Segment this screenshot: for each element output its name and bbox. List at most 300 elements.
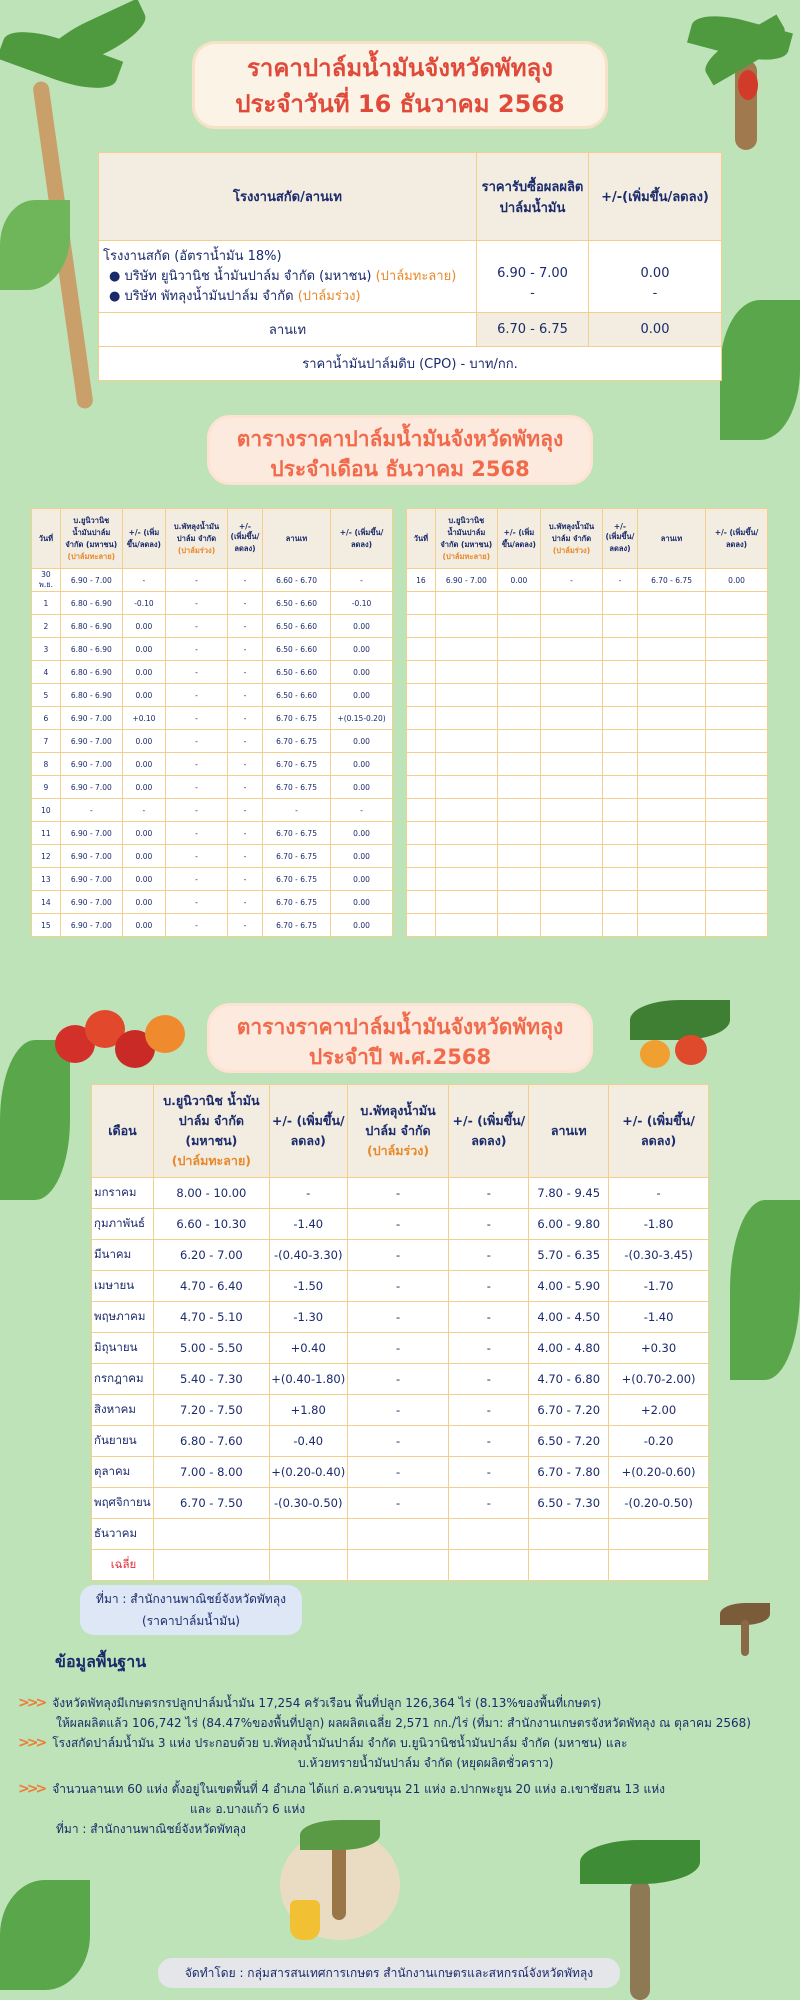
table-cell: ธันวาคม (92, 1519, 154, 1550)
ramp-change: 0.00 (589, 313, 722, 347)
table-cell (602, 753, 637, 776)
table-cell: - (347, 1426, 449, 1457)
table-cell (706, 845, 768, 868)
table-cell: - (227, 661, 262, 684)
table-cell: 0.00 (122, 776, 165, 799)
footer-credit: จัดทำโดย : กลุ่มสารสนเทศการเกษตร สำนักงานเกษตรและสหกรณ์จังหวัดพัทลุง (158, 1958, 620, 1988)
table-cell (706, 891, 768, 914)
daily-price-table (98, 152, 722, 381)
table-cell (706, 661, 768, 684)
info-p3-line1: จำนวนลานเท 60 แห่ง ตั้งอยู่ในเขตพื้นที่ 4 อำเภอ ได้แก่ อ.ควนขนุน 21 แห่ง อ.ปากพะยูน 20 แห่ง อ.เขาชัยสน 13 แห่ง (52, 1782, 666, 1796)
table-header-cell: +/- (เพิ่มขึ้น/ลดลง) (706, 509, 768, 569)
table-cell (541, 615, 603, 638)
table-row (407, 822, 768, 845)
table-cell (602, 891, 637, 914)
table-cell: 4.70 - 6.80 (529, 1364, 609, 1395)
table-cell (497, 592, 540, 615)
table-cell: - (166, 569, 228, 592)
table-cell (541, 868, 603, 891)
table-cell: 10 (32, 799, 61, 822)
table-cell: -1.30 (269, 1302, 347, 1333)
table-cell: 5.70 - 6.35 (529, 1240, 609, 1271)
table-cell: - (347, 1240, 449, 1271)
table-cell: 6.70 - 6.75 (263, 730, 331, 753)
table-cell: 0.00 (331, 868, 393, 891)
table-cell (706, 592, 768, 615)
table-cell: - (122, 569, 165, 592)
table-cell: 0.00 (331, 753, 393, 776)
table-cell: - (449, 1426, 529, 1457)
table-row (92, 1457, 709, 1488)
table-row (407, 845, 768, 868)
table-row (407, 868, 768, 891)
table-row (92, 1395, 709, 1426)
table-cell: - (541, 569, 603, 592)
table-cell (602, 707, 637, 730)
table-cell (497, 638, 540, 661)
table-cell (602, 868, 637, 891)
table-cell: - (347, 1457, 449, 1488)
table-cell: +0.10 (122, 707, 165, 730)
table-cell: 6.90 - 7.00 (60, 753, 122, 776)
table-cell: - (347, 1333, 449, 1364)
yearly-title-line1: ตารางราคาปาล์มน้ำมันจังหวัดพัทลุง (236, 1015, 564, 1039)
table-cell: - (347, 1178, 449, 1209)
table-cell: +(0.40-1.80) (269, 1364, 347, 1395)
table-cell: 0.00 (331, 845, 393, 868)
table-cell (347, 1550, 449, 1581)
table-cell: 4.00 - 4.80 (529, 1333, 609, 1364)
table-row (32, 638, 393, 661)
table-cell: - (449, 1271, 529, 1302)
table-cell: 6.80 - 6.90 (60, 592, 122, 615)
table-cell: - (449, 1488, 529, 1519)
table-cell (407, 592, 436, 615)
table-cell: 6.70 - 6.75 (263, 822, 331, 845)
table-row (92, 1302, 709, 1333)
table-cell: - (166, 638, 228, 661)
table-cell: - (347, 1395, 449, 1426)
table-cell (407, 776, 436, 799)
table-cell: 7.80 - 9.45 (529, 1178, 609, 1209)
table-cell: 6.90 - 7.00 (60, 891, 122, 914)
yearly-table (91, 1084, 709, 1581)
table-cell: 0.00 (122, 684, 165, 707)
table-cell: 6.50 - 6.60 (263, 684, 331, 707)
palm-leaf-bottom-left (0, 1880, 90, 1990)
table-cell: 6.80 - 6.90 (60, 684, 122, 707)
table-row (92, 1426, 709, 1457)
table-cell: -1.40 (609, 1302, 709, 1333)
table-row (407, 799, 768, 822)
table-cell: -1.70 (609, 1271, 709, 1302)
table-cell (435, 592, 497, 615)
col-factory: โรงงานสกัด/ลานเท (99, 153, 477, 241)
table-cell (407, 730, 436, 753)
table-cell: - (166, 615, 228, 638)
table-cell: - (331, 799, 393, 822)
table-cell: +(0.15-0.20) (331, 707, 393, 730)
table-header-cell: ลานเท (529, 1085, 609, 1178)
table-cell (435, 776, 497, 799)
table-cell: 6.80 - 6.90 (60, 615, 122, 638)
table-cell: - (227, 891, 262, 914)
monthly-title-line1: ตารางราคาปาล์มน้ำมันจังหวัดพัทลุง (236, 427, 564, 451)
info-p2-line2: บ.ห้วยทรายน้ำมันปาล์ม จำกัด (หยุดผลิตชั่วคราว) (298, 1756, 554, 1770)
table-cell: 6.90 - 7.00 (435, 569, 497, 592)
table-cell (638, 799, 706, 822)
table-cell: 0.00 (331, 776, 393, 799)
table-cell (602, 661, 637, 684)
table-cell: 14 (32, 891, 61, 914)
table-cell: 0.00 (122, 638, 165, 661)
table-header-cell: +/- (เพิ่มขึ้น/ลดลง) (602, 509, 637, 569)
table-cell (602, 799, 637, 822)
table-row (407, 615, 768, 638)
table-cell: -1.40 (269, 1209, 347, 1240)
table-cell: 0.00 (331, 822, 393, 845)
ramp-label: ลานเท (99, 313, 477, 347)
monthly-table-left (31, 508, 393, 937)
table-row (32, 753, 393, 776)
table-cell (706, 707, 768, 730)
table-cell (497, 730, 540, 753)
table-cell (602, 822, 637, 845)
table-cell: พฤษภาคม (92, 1302, 154, 1333)
table-cell (638, 845, 706, 868)
table-cell: 6.90 - 7.00 (60, 707, 122, 730)
table-row (32, 776, 393, 799)
monthly-table-right (406, 508, 768, 937)
table-cell (435, 868, 497, 891)
table-cell (638, 592, 706, 615)
table-row (92, 1364, 709, 1395)
table-cell: - (166, 914, 228, 937)
table-cell (497, 684, 540, 707)
table-cell: - (449, 1395, 529, 1426)
table-header-cell: บ.ยูนิวานิช น้ำมันปาล์ม จำกัด (มหาชน) (ปาล์มทะลาย) (153, 1085, 269, 1178)
table-cell: 13 (32, 868, 61, 891)
table-cell (497, 661, 540, 684)
table-cell (638, 776, 706, 799)
table-cell (497, 822, 540, 845)
table-cell (497, 615, 540, 638)
table-cell: 6.90 - 7.00 (60, 845, 122, 868)
table-cell: - (166, 868, 228, 891)
table-cell: 7.00 - 8.00 (153, 1457, 269, 1488)
arrow-icon: >>> (18, 1735, 45, 1751)
table-cell (541, 799, 603, 822)
table-cell (541, 638, 603, 661)
table-cell (435, 707, 497, 730)
table-cell: - (166, 684, 228, 707)
table-cell: 6.50 - 6.60 (263, 638, 331, 661)
table-cell: +0.40 (269, 1333, 347, 1364)
table-header-cell: +/- (เพิ่มขึ้น/ลดลง) (331, 509, 393, 569)
table-row (32, 592, 393, 615)
table-cell: 16 (407, 569, 436, 592)
table-cell: +(0.20-0.60) (609, 1457, 709, 1488)
info-p3-line2: และ อ.บางแก้ว 6 แห่ง (190, 1802, 306, 1816)
table-cell: 0.00 (331, 730, 393, 753)
table-cell: -(0.40-3.30) (269, 1240, 347, 1271)
factory-row: โรงงานสกัด (อัตราน้ำมัน 18%) ● บริษัท ยูนิวานิช น้ำมันปาล์ม จำกัด (มหาชน) (ปาล์มทะลาย) ● บริษัท พัทลุงน้ำมันปาล์ม จำกัด (ปาล์มร่วง) 6.90 - 7.00 - 0.00 - (99, 241, 722, 313)
table-cell: 0.00 (122, 661, 165, 684)
table-cell: พฤศจิกายน (92, 1488, 154, 1519)
table-row (32, 684, 393, 707)
table-cell (638, 891, 706, 914)
table-row (407, 661, 768, 684)
table-cell (435, 914, 497, 937)
table-cell (435, 638, 497, 661)
palm-tree-top-right (680, 0, 800, 160)
table-cell: -0.20 (609, 1426, 709, 1457)
table-cell (435, 891, 497, 914)
table-cell (407, 615, 436, 638)
table-cell (407, 753, 436, 776)
table-cell (602, 615, 637, 638)
table-cell (435, 684, 497, 707)
table-cell: - (227, 592, 262, 615)
table-cell (541, 707, 603, 730)
table-row (407, 914, 768, 937)
table-cell: - (227, 799, 262, 822)
table-row (407, 638, 768, 661)
table-cell (529, 1519, 609, 1550)
table-header-cell: +/- (เพิ่มขึ้น/ลดลง) (449, 1085, 529, 1178)
table-cell (435, 615, 497, 638)
table-cell: - (227, 684, 262, 707)
table-cell: - (347, 1209, 449, 1240)
table-cell (435, 822, 497, 845)
source-line1: ที่มา : สำนักงานพาณิชย์จังหวัดพัทลุง (96, 1592, 286, 1606)
table-cell: กรกฎาคม (92, 1364, 154, 1395)
factory2-price: - (530, 285, 535, 301)
table-cell: - (227, 914, 262, 937)
table-cell: 7 (32, 730, 61, 753)
table-row (32, 845, 393, 868)
table-row (92, 1209, 709, 1240)
table-cell: 5.00 - 5.50 (153, 1333, 269, 1364)
table-cell (638, 707, 706, 730)
table-cell: 6.70 - 6.75 (263, 891, 331, 914)
table-cell (706, 615, 768, 638)
table-cell (541, 684, 603, 707)
table-cell (435, 661, 497, 684)
table-cell (706, 638, 768, 661)
table-cell: 0.00 (122, 822, 165, 845)
table-cell (638, 868, 706, 891)
table-cell (497, 707, 540, 730)
table-row (32, 822, 393, 845)
table-cell (541, 592, 603, 615)
table-cell (449, 1550, 529, 1581)
table-cell: - (449, 1240, 529, 1271)
table-cell: - (166, 799, 228, 822)
table-cell: 4.00 - 5.90 (529, 1271, 609, 1302)
table-cell: - (449, 1178, 529, 1209)
table-cell: - (449, 1302, 529, 1333)
monthly-title (210, 418, 590, 482)
table-cell (407, 661, 436, 684)
table-cell (407, 891, 436, 914)
table-header-cell: +/- (เพิ่มขึ้น/ลดลง) (122, 509, 165, 569)
table-cell: 6.70 - 6.75 (263, 914, 331, 937)
table-cell: 6.20 - 7.00 (153, 1240, 269, 1271)
table-cell: - (609, 1178, 709, 1209)
table-header-cell: บ.ยูนิวานิช น้ำมันปาล์ม จำกัด (มหาชน) (ปาล์มทะลาย) (60, 509, 122, 569)
table-cell: - (449, 1364, 529, 1395)
factory1-change: 0.00 (640, 265, 670, 281)
table-cell: - (227, 776, 262, 799)
table-row (92, 1488, 709, 1519)
table-cell: 6.90 - 7.00 (60, 914, 122, 937)
table-cell: 9 (32, 776, 61, 799)
table-cell: - (227, 845, 262, 868)
factory2-change: - (652, 285, 658, 301)
farmer-illustration (270, 1810, 410, 1950)
table-cell: 6.90 - 7.00 (60, 569, 122, 592)
table-cell (602, 914, 637, 937)
table-cell (638, 684, 706, 707)
table-row (407, 776, 768, 799)
table-row (407, 753, 768, 776)
table-cell: +(0.70-2.00) (609, 1364, 709, 1395)
table-cell: 4.00 - 4.50 (529, 1302, 609, 1333)
table-header-cell: บ.พัทลุงน้ำมันปาล์ม จำกัด (ปาล์มร่วง) (347, 1085, 449, 1178)
table-cell: มีนาคม (92, 1240, 154, 1271)
table-cell: กุมภาพันธ์ (92, 1209, 154, 1240)
col-price: ราคารับซื้อผลผลิตปาล์มน้ำมัน (477, 153, 589, 241)
table-cell (497, 914, 540, 937)
table-cell (602, 684, 637, 707)
table-cell (638, 615, 706, 638)
palm-leaf-right (720, 300, 800, 440)
table-cell: - (60, 799, 122, 822)
table-header-cell: +/- (เพิ่มขึ้น/ลดลง) (497, 509, 540, 569)
table-cell: ตุลาคม (92, 1457, 154, 1488)
table-cell: 6.50 - 6.60 (263, 661, 331, 684)
table-cell: 6.70 - 6.75 (263, 707, 331, 730)
table-cell: 6.70 - 7.20 (529, 1395, 609, 1426)
table-header-cell: วันที่ (32, 509, 61, 569)
table-cell: 6.70 - 6.75 (263, 776, 331, 799)
table-cell (706, 868, 768, 891)
table-cell: - (166, 592, 228, 615)
factory1-name: บริษัท ยูนิวานิช น้ำมันปาล์ม จำกัด (มหาชน) (124, 268, 372, 284)
table-cell (347, 1519, 449, 1550)
table-cell: 2 (32, 615, 61, 638)
table-cell: 0.00 (706, 569, 768, 592)
table-cell: 0.00 (122, 753, 165, 776)
table-cell: - (227, 638, 262, 661)
table-cell (269, 1550, 347, 1581)
table-cell: -1.50 (269, 1271, 347, 1302)
table-cell: 8 (32, 753, 61, 776)
table-cell: - (347, 1364, 449, 1395)
table-cell: 7.20 - 7.50 (153, 1395, 269, 1426)
ramp-row (99, 313, 722, 347)
table-cell: -0.10 (331, 592, 393, 615)
table-cell: 8.00 - 10.00 (153, 1178, 269, 1209)
col-change: +/-(เพิ่มขึ้น/ลดลง) (589, 153, 722, 241)
table-cell: - (227, 707, 262, 730)
info-p1-line2: ให้ผลผลิตแล้ว 106,742 ไร่ (84.47%ของพื้นที่ปลูก) ผลผลิตเฉลี่ย 2,571 กก./ไร่ (ที่มา: สำนักงานเกษตรจังหวัดพัทลุง ณ ตุลาคม 2568) (56, 1716, 751, 1730)
table-cell: 0.00 (122, 730, 165, 753)
palm-tree-small-icon (715, 1598, 775, 1658)
table-cell (435, 730, 497, 753)
table-cell: +(0.20-0.40) (269, 1457, 347, 1488)
table-header-cell: เดือน (92, 1085, 154, 1178)
table-cell: 6.80 - 6.90 (60, 661, 122, 684)
table-row (32, 661, 393, 684)
table-cell: - (449, 1333, 529, 1364)
table-cell: - (166, 661, 228, 684)
table-cell (407, 914, 436, 937)
info-source: ที่มา : สำนักงานพาณิชย์จังหวัดพัทลุง (56, 1822, 246, 1836)
table-row (92, 1333, 709, 1364)
table-cell: 30 พ.ย. (32, 569, 61, 592)
table-cell: - (166, 776, 228, 799)
table-cell: - (263, 799, 331, 822)
table-cell (602, 592, 637, 615)
table-cell (449, 1519, 529, 1550)
table-cell: 6.60 - 6.70 (263, 569, 331, 592)
table-cell: 6.00 - 9.80 (529, 1209, 609, 1240)
table-cell (638, 661, 706, 684)
table-cell (706, 822, 768, 845)
table-cell: - (227, 569, 262, 592)
table-cell (602, 730, 637, 753)
table-row (32, 730, 393, 753)
table-cell: - (449, 1209, 529, 1240)
cpo-note: ราคาน้ำมันปาล์มดิบ (CPO) - บาท/กก. (99, 347, 722, 381)
table-cell: 6.90 - 7.00 (60, 822, 122, 845)
table-cell: มกราคม (92, 1178, 154, 1209)
table-cell (706, 684, 768, 707)
table-cell: - (449, 1457, 529, 1488)
table-cell: -0.40 (269, 1426, 347, 1457)
table-cell (706, 730, 768, 753)
source-box (80, 1585, 302, 1635)
table-row (407, 891, 768, 914)
table-row (32, 799, 393, 822)
table-cell (541, 822, 603, 845)
table-header-cell: +/- (เพิ่มขึ้น/ลดลง) (609, 1085, 709, 1178)
palm-fruit-image (55, 1010, 195, 1070)
table-cell (497, 845, 540, 868)
table-cell: 0.00 (122, 914, 165, 937)
info-heading: ข้อมูลพื้นฐาน (55, 1652, 147, 1671)
average-row (92, 1550, 709, 1581)
factory-group-label: โรงงานสกัด (อัตราน้ำมัน 18%) (103, 248, 282, 264)
table-cell: 6.70 - 6.75 (263, 753, 331, 776)
table-cell: 6.70 - 6.75 (638, 569, 706, 592)
table-cell: 6.70 - 6.75 (263, 845, 331, 868)
table-cell: 0.00 (331, 684, 393, 707)
table-cell (541, 845, 603, 868)
table-cell (435, 753, 497, 776)
table-cell (609, 1519, 709, 1550)
table-cell: 0.00 (331, 891, 393, 914)
table-cell (706, 776, 768, 799)
table-cell (638, 914, 706, 937)
palm-fruit-leaf-image (630, 1000, 740, 1070)
monthly-title-line2: ประจำเดือน ธันวาคม 2568 (270, 457, 530, 481)
table-header-cell: ลานเท (263, 509, 331, 569)
table-cell: - (166, 753, 228, 776)
table-cell: - (166, 891, 228, 914)
